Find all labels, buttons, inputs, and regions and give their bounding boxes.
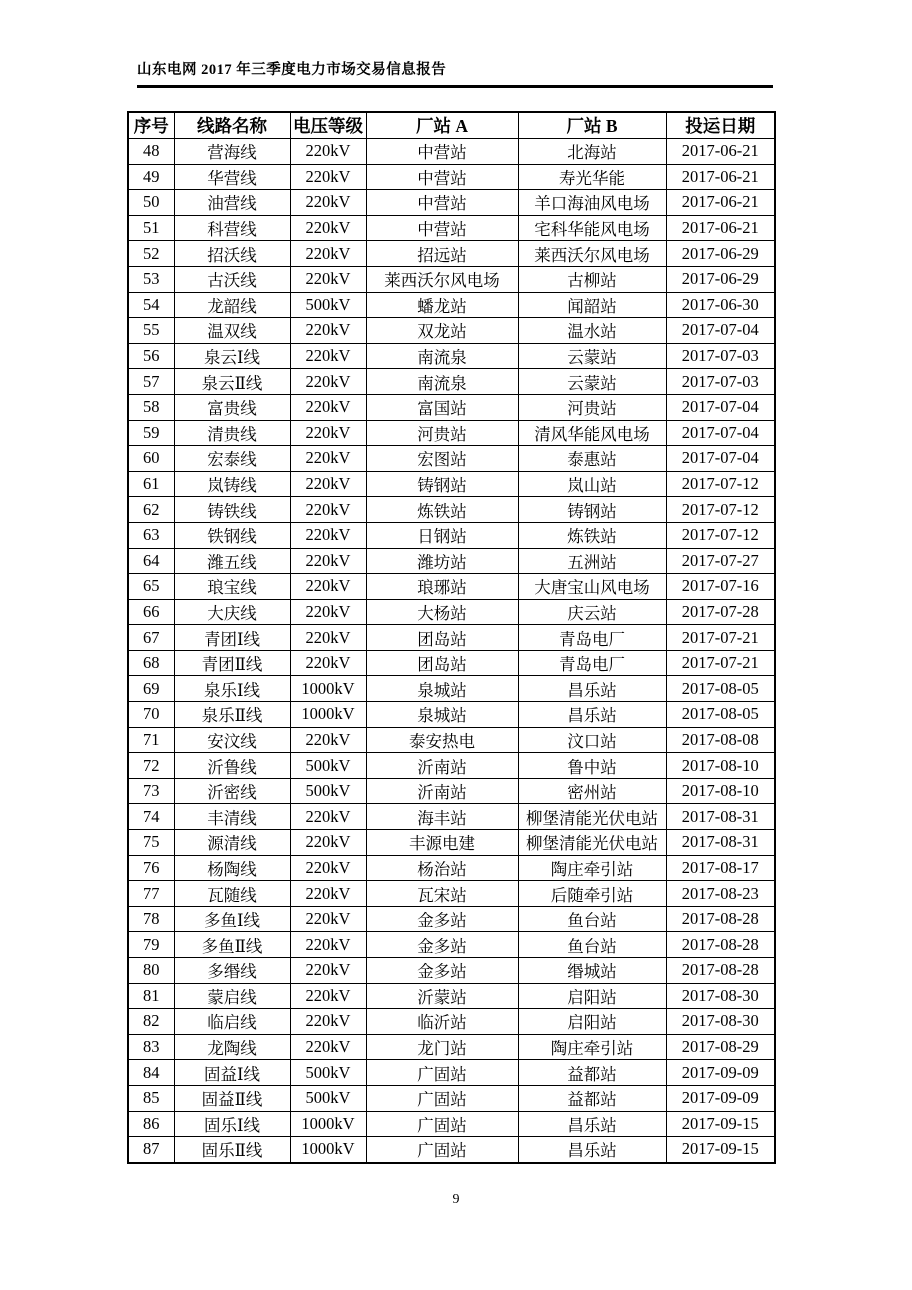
table-cell: 2017-08-30 <box>666 983 775 1009</box>
table-row <box>128 1111 775 1137</box>
table-cell: 庆云站 <box>518 599 666 625</box>
transmission-lines-table <box>127 111 776 1164</box>
table-cell: 220kV <box>290 548 366 574</box>
report-title: 山东电网 2017 年三季度电力市场交易信息报告 <box>137 62 447 78</box>
table-cell: 瓦宋站 <box>366 881 518 907</box>
table-cell: 陶庄牵引站 <box>518 855 666 881</box>
table-cell: 泉乐Ⅱ线 <box>174 702 290 728</box>
table-cell: 76 <box>128 855 174 881</box>
table-cell: 71 <box>128 727 174 753</box>
table-cell: 云蒙站 <box>518 369 666 395</box>
table-cell: 多缗线 <box>174 958 290 984</box>
table-row <box>128 446 775 472</box>
table-header-row <box>128 112 775 139</box>
table-cell: 54 <box>128 292 174 318</box>
table-cell: 220kV <box>290 446 366 472</box>
table-cell: 油营线 <box>174 190 290 216</box>
table-cell: 沂鲁线 <box>174 753 290 779</box>
table-cell: 团岛站 <box>366 625 518 651</box>
table-cell: 招远站 <box>366 241 518 267</box>
table-row <box>128 702 775 728</box>
table-cell: 2017-07-04 <box>666 420 775 446</box>
table-cell: 220kV <box>290 215 366 241</box>
table-cell: 海丰站 <box>366 804 518 830</box>
table-cell: 1000kV <box>290 676 366 702</box>
table-cell: 昌乐站 <box>518 1137 666 1163</box>
table-cell: 河贵站 <box>366 420 518 446</box>
table-cell: 泰惠站 <box>518 446 666 472</box>
column-header: 序号 <box>128 112 174 139</box>
table-cell: 500kV <box>290 1060 366 1086</box>
table-cell: 营海线 <box>174 139 290 165</box>
column-header: 厂站 B <box>518 112 666 139</box>
table-cell: 2017-06-21 <box>666 215 775 241</box>
table-cell: 55 <box>128 318 174 344</box>
table-cell: 2017-08-28 <box>666 906 775 932</box>
table-cell: 广固站 <box>366 1111 518 1137</box>
table-row <box>128 343 775 369</box>
table-cell: 220kV <box>290 599 366 625</box>
table-row <box>128 522 775 548</box>
table-cell: 220kV <box>290 266 366 292</box>
table-cell: 220kV <box>290 625 366 651</box>
table-cell: 宅科华能风电场 <box>518 215 666 241</box>
table-cell: 2017-07-04 <box>666 394 775 420</box>
table-cell: 古柳站 <box>518 266 666 292</box>
table-cell: 220kV <box>290 932 366 958</box>
table-cell: 2017-07-12 <box>666 471 775 497</box>
table-cell: 广固站 <box>366 1137 518 1163</box>
table-cell: 220kV <box>290 804 366 830</box>
table-row <box>128 164 775 190</box>
table-cell: 220kV <box>290 650 366 676</box>
table-cell: 220kV <box>290 420 366 446</box>
table-row <box>128 804 775 830</box>
table-cell: 220kV <box>290 522 366 548</box>
table-cell: 清风华能风电场 <box>518 420 666 446</box>
table-cell: 70 <box>128 702 174 728</box>
table-cell: 闻韶站 <box>518 292 666 318</box>
table-cell: 2017-09-09 <box>666 1085 775 1111</box>
table-cell: 60 <box>128 446 174 472</box>
table-cell: 铸钢站 <box>518 497 666 523</box>
table-cell: 220kV <box>290 830 366 856</box>
table-cell: 泉乐Ⅰ线 <box>174 676 290 702</box>
table-row <box>128 420 775 446</box>
table-cell: 瓦随线 <box>174 881 290 907</box>
table-cell: 杨陶线 <box>174 855 290 881</box>
table-cell: 安汶线 <box>174 727 290 753</box>
table-row <box>128 369 775 395</box>
table-cell: 多鱼Ⅱ线 <box>174 932 290 958</box>
table-cell: 2017-07-21 <box>666 650 775 676</box>
table-row <box>128 394 775 420</box>
table-cell: 74 <box>128 804 174 830</box>
table-row <box>128 830 775 856</box>
table-cell: 2017-06-21 <box>666 190 775 216</box>
table-cell: 220kV <box>290 241 366 267</box>
table-cell: 启阳站 <box>518 983 666 1009</box>
table-row <box>128 778 775 804</box>
table-cell: 大庆线 <box>174 599 290 625</box>
table-cell: 柳堡清能光伏电站 <box>518 830 666 856</box>
table-cell: 金多站 <box>366 958 518 984</box>
table-cell: 62 <box>128 497 174 523</box>
table-cell: 泉云Ⅱ线 <box>174 369 290 395</box>
table-cell: 团岛站 <box>366 650 518 676</box>
table-cell: 青团Ⅱ线 <box>174 650 290 676</box>
table-cell: 2017-09-15 <box>666 1137 775 1163</box>
table-cell: 柳堡清能光伏电站 <box>518 804 666 830</box>
table-cell: 2017-09-15 <box>666 1111 775 1137</box>
column-header: 线路名称 <box>174 112 290 139</box>
table-cell: 2017-08-28 <box>666 932 775 958</box>
table-cell: 2017-07-21 <box>666 625 775 651</box>
table-cell: 2017-08-05 <box>666 702 775 728</box>
table-cell: 青岛电厂 <box>518 625 666 651</box>
table-cell: 临沂站 <box>366 1009 518 1035</box>
table-cell: 61 <box>128 471 174 497</box>
table-cell: 75 <box>128 830 174 856</box>
table-cell: 59 <box>128 420 174 446</box>
table-row <box>128 241 775 267</box>
table-cell: 68 <box>128 650 174 676</box>
table-row <box>128 215 775 241</box>
table-cell: 固益Ⅱ线 <box>174 1085 290 1111</box>
table-cell: 沂密线 <box>174 778 290 804</box>
table-cell: 2017-07-04 <box>666 446 775 472</box>
table-cell: 220kV <box>290 394 366 420</box>
table-row <box>128 753 775 779</box>
table-cell: 84 <box>128 1060 174 1086</box>
table-cell: 龙韶线 <box>174 292 290 318</box>
table-cell: 2017-07-03 <box>666 369 775 395</box>
table-cell: 500kV <box>290 292 366 318</box>
table-cell: 220kV <box>290 318 366 344</box>
table-cell: 73 <box>128 778 174 804</box>
page-number: 9 <box>452 1192 460 1207</box>
table-cell: 铸钢站 <box>366 471 518 497</box>
table-cell: 潍五线 <box>174 548 290 574</box>
table-cell: 2017-08-31 <box>666 804 775 830</box>
table-row <box>128 471 775 497</box>
table-cell: 汶口站 <box>518 727 666 753</box>
page-header <box>137 58 773 88</box>
table-cell: 2017-06-30 <box>666 292 775 318</box>
table-cell: 羊口海油风电场 <box>518 190 666 216</box>
table-cell: 招沃线 <box>174 241 290 267</box>
table-cell: 金多站 <box>366 906 518 932</box>
table-cell: 2017-07-03 <box>666 343 775 369</box>
table-row <box>128 190 775 216</box>
table-cell: 泉城站 <box>366 676 518 702</box>
table-cell: 220kV <box>290 1009 366 1035</box>
table-cell: 65 <box>128 574 174 600</box>
page-footer <box>0 1192 912 1208</box>
table-cell: 220kV <box>290 471 366 497</box>
table-cell: 铸铁线 <box>174 497 290 523</box>
table-row <box>128 599 775 625</box>
table-cell: 2017-07-12 <box>666 497 775 523</box>
table-cell: 中营站 <box>366 164 518 190</box>
table-row <box>128 548 775 574</box>
table-cell: 220kV <box>290 164 366 190</box>
table-cell: 鲁中站 <box>518 753 666 779</box>
table-cell: 多鱼Ⅰ线 <box>174 906 290 932</box>
table-cell: 富国站 <box>366 394 518 420</box>
table-cell: 青岛电厂 <box>518 650 666 676</box>
table-cell: 77 <box>128 881 174 907</box>
table-cell: 启阳站 <box>518 1009 666 1035</box>
table-cell: 密州站 <box>518 778 666 804</box>
table-cell: 52 <box>128 241 174 267</box>
table-cell: 清贵线 <box>174 420 290 446</box>
table-cell: 双龙站 <box>366 318 518 344</box>
table-cell: 49 <box>128 164 174 190</box>
table-cell: 云蒙站 <box>518 343 666 369</box>
table-cell: 80 <box>128 958 174 984</box>
table-cell: 500kV <box>290 778 366 804</box>
table-cell: 81 <box>128 983 174 1009</box>
table-cell: 华营线 <box>174 164 290 190</box>
table-cell: 2017-08-17 <box>666 855 775 881</box>
table-cell: 金多站 <box>366 932 518 958</box>
table-cell: 2017-07-16 <box>666 574 775 600</box>
table-cell: 87 <box>128 1137 174 1163</box>
table-cell: 2017-09-09 <box>666 1060 775 1086</box>
column-header: 投运日期 <box>666 112 775 139</box>
table-cell: 2017-06-29 <box>666 266 775 292</box>
table-cell: 220kV <box>290 497 366 523</box>
table-head <box>128 112 775 139</box>
table-cell: 五洲站 <box>518 548 666 574</box>
table-cell: 炼铁站 <box>366 497 518 523</box>
table-cell: 中营站 <box>366 190 518 216</box>
table-cell: 源清线 <box>174 830 290 856</box>
table-row <box>128 497 775 523</box>
table-cell: 龙门站 <box>366 1034 518 1060</box>
table-row <box>128 727 775 753</box>
table-cell: 大杨站 <box>366 599 518 625</box>
table-cell: 蟠龙站 <box>366 292 518 318</box>
table-row <box>128 574 775 600</box>
table-cell: 2017-07-12 <box>666 522 775 548</box>
table-cell: 科营线 <box>174 215 290 241</box>
table-row <box>128 855 775 881</box>
table-cell: 2017-06-21 <box>666 164 775 190</box>
table-cell: 岚山站 <box>518 471 666 497</box>
table-row <box>128 292 775 318</box>
table-row <box>128 318 775 344</box>
table-cell: 鱼台站 <box>518 932 666 958</box>
table-cell: 220kV <box>290 1034 366 1060</box>
table-cell: 温水站 <box>518 318 666 344</box>
table-cell: 83 <box>128 1034 174 1060</box>
table-cell: 寿光华能 <box>518 164 666 190</box>
table-row <box>128 1060 775 1086</box>
table-cell: 2017-08-29 <box>666 1034 775 1060</box>
table-cell: 500kV <box>290 1085 366 1111</box>
table-cell: 杨治站 <box>366 855 518 881</box>
table-row <box>128 906 775 932</box>
table-row <box>128 1137 775 1163</box>
table-cell: 益都站 <box>518 1060 666 1086</box>
table-row <box>128 983 775 1009</box>
table-cell: 后随牵引站 <box>518 881 666 907</box>
table-cell: 龙陶线 <box>174 1034 290 1060</box>
table-cell: 大唐宝山风电场 <box>518 574 666 600</box>
table-cell: 鱼台站 <box>518 906 666 932</box>
table-cell: 2017-08-10 <box>666 778 775 804</box>
table-cell: 陶庄牵引站 <box>518 1034 666 1060</box>
table-cell: 岚铸线 <box>174 471 290 497</box>
table-cell: 广固站 <box>366 1085 518 1111</box>
table-cell: 2017-08-08 <box>666 727 775 753</box>
table-cell: 82 <box>128 1009 174 1035</box>
table-cell: 宏图站 <box>366 446 518 472</box>
table-cell: 51 <box>128 215 174 241</box>
column-header: 电压等级 <box>290 112 366 139</box>
table-row <box>128 266 775 292</box>
table-cell: 缗城站 <box>518 958 666 984</box>
table-cell: 500kV <box>290 753 366 779</box>
table-cell: 古沃线 <box>174 266 290 292</box>
table-row <box>128 958 775 984</box>
table-cell: 宏泰线 <box>174 446 290 472</box>
table-cell: 2017-08-31 <box>666 830 775 856</box>
table-cell: 63 <box>128 522 174 548</box>
table-cell: 昌乐站 <box>518 676 666 702</box>
table-cell: 2017-08-30 <box>666 1009 775 1035</box>
table-cell: 固乐Ⅰ线 <box>174 1111 290 1137</box>
table-cell: 67 <box>128 625 174 651</box>
table-cell: 1000kV <box>290 1111 366 1137</box>
table-cell: 53 <box>128 266 174 292</box>
table-cell: 沂蒙站 <box>366 983 518 1009</box>
column-header: 厂站 A <box>366 112 518 139</box>
table-cell: 2017-06-29 <box>666 241 775 267</box>
table-cell: 220kV <box>290 574 366 600</box>
table-row <box>128 881 775 907</box>
table-cell: 69 <box>128 676 174 702</box>
table-cell: 220kV <box>290 906 366 932</box>
table-cell: 2017-07-27 <box>666 548 775 574</box>
table-cell: 益都站 <box>518 1085 666 1111</box>
table-cell: 220kV <box>290 343 366 369</box>
table-cell: 炼铁站 <box>518 522 666 548</box>
table-cell: 220kV <box>290 983 366 1009</box>
table-cell: 220kV <box>290 727 366 753</box>
table-cell: 丰清线 <box>174 804 290 830</box>
table-cell: 2017-08-05 <box>666 676 775 702</box>
table-cell: 57 <box>128 369 174 395</box>
table-cell: 85 <box>128 1085 174 1111</box>
table-cell: 220kV <box>290 369 366 395</box>
table-cell: 2017-08-10 <box>666 753 775 779</box>
table-cell: 79 <box>128 932 174 958</box>
header-rule <box>137 85 773 88</box>
table-cell: 2017-07-28 <box>666 599 775 625</box>
table-cell: 温双线 <box>174 318 290 344</box>
table-cell: 2017-08-23 <box>666 881 775 907</box>
table-cell: 昌乐站 <box>518 1111 666 1137</box>
table-cell: 泰安热电 <box>366 727 518 753</box>
table-cell: 莱西沃尔风电场 <box>518 241 666 267</box>
table-row <box>128 139 775 165</box>
table-cell: 2017-06-21 <box>666 139 775 165</box>
table-row <box>128 1085 775 1111</box>
table-row <box>128 932 775 958</box>
table-cell: 琅琊站 <box>366 574 518 600</box>
table-cell: 北海站 <box>518 139 666 165</box>
table-row <box>128 650 775 676</box>
table-cell: 沂南站 <box>366 778 518 804</box>
table-cell: 64 <box>128 548 174 574</box>
table-cell: 220kV <box>290 881 366 907</box>
table-cell: 72 <box>128 753 174 779</box>
table-cell: 南流泉 <box>366 369 518 395</box>
table-cell: 临启线 <box>174 1009 290 1035</box>
table-cell: 丰源电建 <box>366 830 518 856</box>
table-cell: 昌乐站 <box>518 702 666 728</box>
table-cell: 泉云Ⅰ线 <box>174 343 290 369</box>
table-cell: 220kV <box>290 855 366 881</box>
table-cell: 56 <box>128 343 174 369</box>
table-cell: 中营站 <box>366 215 518 241</box>
table-cell: 沂南站 <box>366 753 518 779</box>
table-cell: 广固站 <box>366 1060 518 1086</box>
table-row <box>128 1009 775 1035</box>
table-cell: 中营站 <box>366 139 518 165</box>
table-cell: 青团Ⅰ线 <box>174 625 290 651</box>
table-cell: 南流泉 <box>366 343 518 369</box>
table-row <box>128 676 775 702</box>
table-cell: 1000kV <box>290 1137 366 1163</box>
table-cell: 蒙启线 <box>174 983 290 1009</box>
table-cell: 48 <box>128 139 174 165</box>
table-cell: 固乐Ⅱ线 <box>174 1137 290 1163</box>
table-cell: 莱西沃尔风电场 <box>366 266 518 292</box>
table-cell: 2017-08-28 <box>666 958 775 984</box>
table-cell: 86 <box>128 1111 174 1137</box>
table-cell: 固益Ⅰ线 <box>174 1060 290 1086</box>
table-cell: 日钢站 <box>366 522 518 548</box>
table-cell: 50 <box>128 190 174 216</box>
table-cell: 潍坊站 <box>366 548 518 574</box>
table-cell: 铁钢线 <box>174 522 290 548</box>
table-cell: 泉城站 <box>366 702 518 728</box>
table-cell: 河贵站 <box>518 394 666 420</box>
table-cell: 1000kV <box>290 702 366 728</box>
table-cell: 220kV <box>290 190 366 216</box>
table-cell: 琅宝线 <box>174 574 290 600</box>
table-cell: 78 <box>128 906 174 932</box>
table-cell: 220kV <box>290 958 366 984</box>
table-cell: 富贵线 <box>174 394 290 420</box>
table-cell: 58 <box>128 394 174 420</box>
table-cell: 2017-07-04 <box>666 318 775 344</box>
table-cell: 66 <box>128 599 174 625</box>
table-cell: 220kV <box>290 139 366 165</box>
table-row <box>128 1034 775 1060</box>
table-body <box>128 139 775 1163</box>
table-row <box>128 625 775 651</box>
